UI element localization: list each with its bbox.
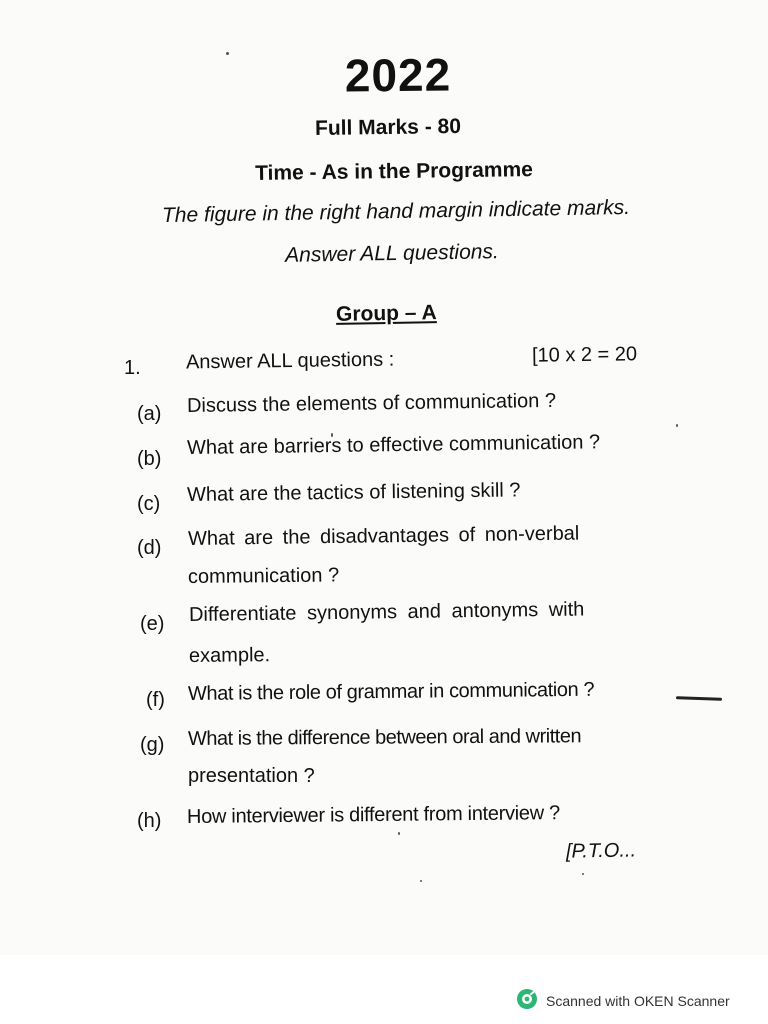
scan-speck	[582, 873, 584, 875]
subquestion-line: How interviewer is different from interview ?	[186, 802, 561, 828]
subquestion-line: presentation ?	[188, 765, 315, 787]
oken-scanner-logo-icon	[516, 988, 538, 1015]
question-number: 1.	[124, 357, 141, 379]
subquestion-line: What are the tactics of listening skill ?	[186, 479, 521, 506]
subquestion-line: What is the role of grammar in communication ?	[187, 678, 595, 705]
subquestion-line: communication ?	[187, 564, 340, 588]
answer-instruction: Answer ALL questions.	[284, 240, 499, 267]
subquestion-line: example.	[188, 644, 271, 667]
scan-speck	[398, 832, 400, 835]
scanner-watermark	[516, 990, 730, 1012]
scanner-watermark-text: Scanned with OKEN Scanner	[546, 993, 730, 1009]
subquestion-line: What are the disadvantages of non-verbal	[187, 522, 580, 550]
subquestion-line: Discuss the elements of communication ?	[186, 389, 557, 417]
subquestion-label: (f)	[146, 689, 165, 711]
subquestion-label: (d)	[137, 537, 162, 559]
subquestion-label: (b)	[137, 448, 162, 470]
exam-year: 2022	[344, 48, 452, 102]
exam-time: Time - As in the Programme	[254, 158, 534, 185]
subquestion-line: What is the difference between oral and written	[187, 725, 582, 750]
question-text: Answer ALL questions :	[185, 348, 395, 374]
subquestion-line: What are barriers to effective communication ?	[186, 431, 601, 459]
question-marks: [10 x 2 = 20	[531, 343, 638, 367]
scan-speck	[420, 880, 422, 882]
subquestion-label: (c)	[137, 493, 161, 515]
subquestion-label: (e)	[140, 613, 165, 635]
subquestion-label: (h)	[137, 810, 162, 832]
subquestion-label: (g)	[140, 734, 165, 756]
scan-speck	[676, 424, 678, 427]
group-heading: Group – A	[335, 301, 437, 326]
please-turn-over: [P.T.O...	[565, 839, 637, 863]
full-marks: Full Marks - 80	[314, 114, 462, 141]
margin-instruction: The figure in the right hand margin indicate marks.	[161, 195, 631, 228]
subquestion-line: Differentiate synonyms and antonyms with	[188, 598, 585, 626]
subquestion-label: (a)	[137, 403, 162, 425]
